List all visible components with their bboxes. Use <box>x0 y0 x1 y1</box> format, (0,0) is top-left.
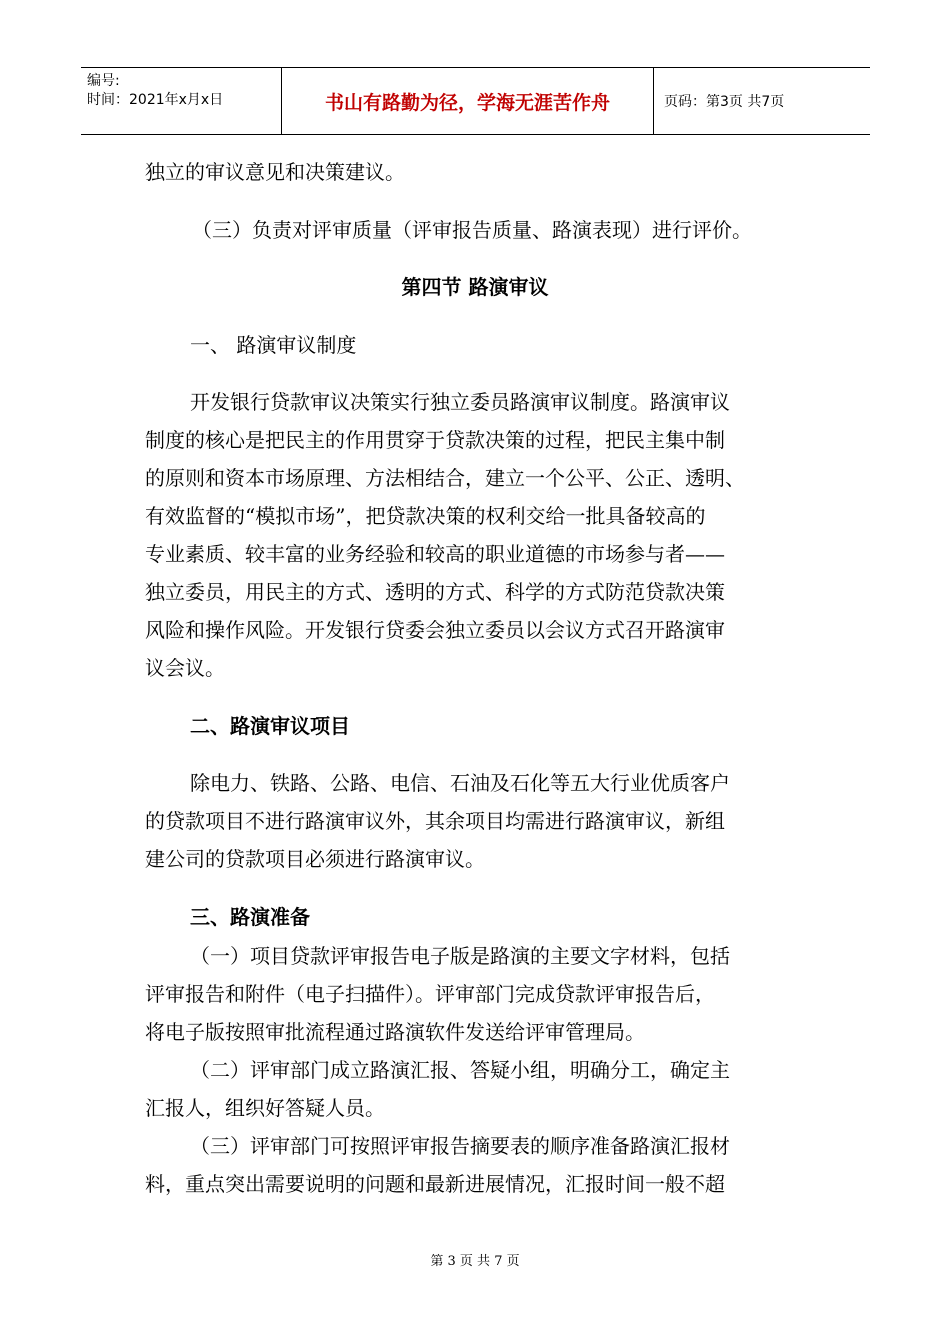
paragraph-line: 料，重点突出需要说明的问题和最新进展情况，汇报时间一般不超 <box>145 1172 725 1196</box>
paragraph-line: 制度的核心是把民主的作用贯穿于贷款决策的过程，把民主集中制 <box>145 428 725 452</box>
paragraph-line: 独立委员，用民主的方式、透明的方式、科学的方式防范贷款决策 <box>145 580 725 604</box>
paragraph-line: （一）项目贷款评审报告电子版是路演的主要文字材料，包括 <box>190 944 730 968</box>
paragraph-line: 开发银行贷款审议决策实行独立委员路演审议制度。路演审议 <box>190 390 730 414</box>
paragraph-line: 评审报告和附件（电子扫描件）。评审部门完成贷款评审报告后， <box>145 982 715 1006</box>
paragraph-line: 建公司的贷款项目必须进行路演审议。 <box>145 847 485 871</box>
paragraph-line: 风险和操作风险。开发银行贷委会独立委员以会议方式召开路演审 <box>145 618 725 642</box>
document-header <box>81 67 870 135</box>
paragraph-line: 独立的审议意见和决策建议。 <box>145 160 405 184</box>
paragraph-line: （三）评审部门可按照评审报告摘要表的顺序准备路演汇报材 <box>190 1134 730 1158</box>
paragraph-line: 汇报人，组织好答疑人员。 <box>145 1096 385 1120</box>
header-motto: 书山有路勤为径，学海无涯苦作舟 <box>282 68 654 134</box>
heading-2: 二、路演审议项目 <box>190 714 350 738</box>
section-title: 第四节 路演审议 <box>401 275 549 299</box>
paragraph-line: （三）负责对评审质量（评审报告质量、路演表现）进行评价。 <box>192 218 752 242</box>
header-page-info: 页码：第3页 共7页 <box>664 94 785 110</box>
heading-3: 三、路演准备 <box>190 905 310 929</box>
time-label: 时间：2021年x月x日 <box>87 92 224 108</box>
paragraph-line: 专业素质、较丰富的业务经验和较高的职业道德的市场参与者—— <box>145 542 725 566</box>
header-meta <box>81 68 282 134</box>
paragraph-line: 将电子版按照审批流程通过路演软件发送给评审管理局。 <box>145 1020 645 1044</box>
paragraph-line: 有效监督的“模拟市场”，把贷款决策的权利交给一批具备较高的 <box>145 504 706 528</box>
number-label: 编号: <box>87 73 120 89</box>
paragraph-line: 的贷款项目不进行路演审议外，其余项目均需进行路演审议，新组 <box>145 809 725 833</box>
paragraph-line: 除电力、铁路、公路、电信、石油及石化等五大行业优质客户 <box>190 771 730 795</box>
paragraph-line: 的原则和资本市场原理、方法相结合，建立一个公平、公正、透明、 <box>145 466 745 490</box>
paragraph-line: 议会议。 <box>145 656 225 680</box>
page-footer: 第 3 页 共 7 页 <box>430 1254 520 1269</box>
paragraph-line: （二）评审部门成立路演汇报、答疑小组，明确分工，确定主 <box>190 1058 730 1082</box>
heading-1: 一、 路演审议制度 <box>190 333 357 357</box>
